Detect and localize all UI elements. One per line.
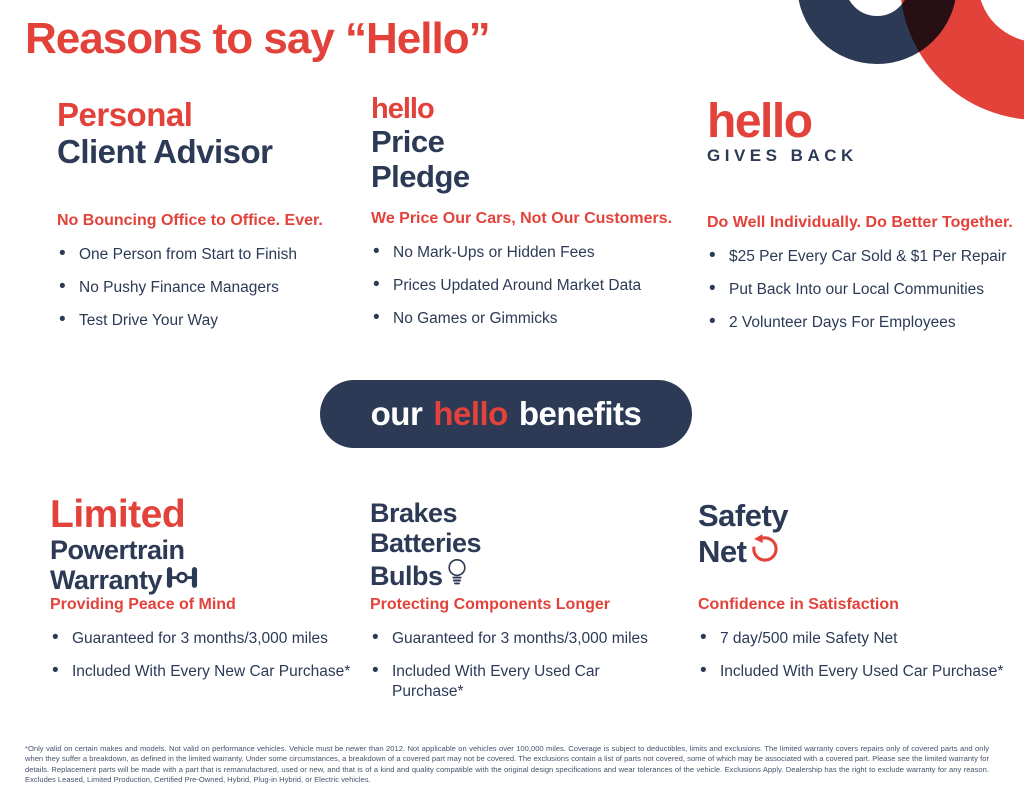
section-heading — [698, 498, 1016, 596]
heading-line: Net — [698, 533, 1016, 569]
section-price-pledge — [371, 94, 676, 342]
section-heading — [707, 95, 1019, 214]
bullet-list — [57, 245, 352, 331]
list-item: • One Person from Start to Finish — [57, 245, 352, 265]
list-item: • No Pushy Finance Managers — [57, 278, 352, 298]
section-hello-gives-back — [707, 95, 1019, 346]
section-limited-powertrain-warranty — [50, 494, 355, 695]
bullet-list — [370, 629, 675, 702]
hello-logo: hello — [707, 95, 812, 148]
page-title: Reasons to say “Hello” — [25, 14, 490, 63]
bullet-list — [698, 629, 1016, 682]
section-heading — [371, 94, 676, 210]
heading-line: Pledge — [371, 159, 470, 194]
navy-arc — [797, 0, 957, 64]
section-subheading: Providing Peace of Mind — [50, 596, 236, 613]
heading-line: Personal — [57, 96, 193, 133]
section-safety-net — [698, 498, 1016, 695]
bullet-list — [707, 247, 1019, 333]
section-subheading: We Price Our Cars, Not Our Customers. — [371, 210, 673, 227]
list-item: • 2 Volunteer Days For Employees — [707, 313, 1019, 333]
list-item: • Included With Every Used Car Purchase* — [698, 662, 1016, 682]
section-subheading: No Bouncing Office to Office. Ever. — [57, 212, 323, 229]
list-item: • Prices Updated Around Market Data — [371, 276, 676, 296]
heading-line: Safety — [698, 498, 789, 533]
heading-line: Client Advisor — [57, 133, 273, 170]
list-item: • Guaranteed for 3 months/3,000 miles — [50, 629, 355, 649]
list-item: • Test Drive Your Way — [57, 311, 352, 331]
banner-hello-logo: hello — [433, 395, 508, 432]
list-item: • No Mark-Ups or Hidden Fees — [371, 243, 676, 263]
heading-line: Powertrain — [50, 535, 185, 565]
list-item: • Included With Every New Car Purchase* — [50, 662, 355, 682]
heading-line: Bulbs — [370, 558, 675, 593]
hello-logo: hello — [371, 93, 434, 125]
gives-back-tagline: GIVES BACK — [707, 146, 858, 165]
heading-line: Limited — [50, 493, 186, 536]
heading-line: Brakes — [370, 498, 458, 528]
powertrain-icon — [166, 565, 198, 595]
bullet-list — [371, 243, 676, 329]
section-subheading: Protecting Components Longer — [370, 596, 610, 613]
section-heading — [50, 494, 355, 596]
section-personal-client-advisor — [57, 96, 352, 344]
list-item: • Guaranteed for 3 months/3,000 miles — [370, 629, 675, 649]
lightbulb-icon — [447, 558, 467, 593]
banner-text: our — [370, 395, 423, 432]
list-item: • $25 Per Every Car Sold & $1 Per Repair — [707, 247, 1019, 267]
banner-text: benefits — [518, 395, 642, 432]
benefits-banner — [320, 380, 692, 448]
list-item: • Put Back Into our Local Communities — [707, 280, 1019, 300]
circular-arrow-icon — [750, 533, 779, 569]
section-brakes-batteries-bulbs — [370, 498, 675, 715]
section-subheading: Do Well Individually. Do Better Together. — [707, 214, 1013, 231]
section-heading — [370, 498, 675, 596]
section-heading — [57, 96, 352, 212]
list-item: • 7 day/500 mile Safety Net — [698, 629, 1016, 649]
heading-line: Price — [371, 124, 445, 159]
heading-line: Warranty — [50, 565, 355, 595]
heading-line: Batteries — [370, 528, 482, 558]
list-item: • No Games or Gimmicks — [371, 309, 676, 329]
section-subheading: Confidence in Satisfaction — [698, 596, 899, 613]
list-item: • Included With Every Used Car Purchase* — [370, 662, 675, 702]
disclaimer-text: *Only valid on certain makes and models. Not valid on performance vehicles. Vehicle must be newer than 2012. Not applicable on vehicles over 100,000 miles. Coverage is subject to deductibles, limits and exclusions. The limited warranty covers repairs only of covered parts and only when they suffer a breakdown, as defined in the limited warranty. Under some circumstances, a breakdown of a covered part may not be covered. The exclusions contain a list of parts not covered, some of which may be associated with a covered part. Please see the limited warranty for details. Replacement parts will be made with a part that is remanufactured, used or new, and that is of a kind and quality compatible with the original design specifications and wear tolerances of the vehicle. Exclusions Apply. Dealership has the right to exclude warranty for any reason. Excludes Leased, Limited Production, Certified Pre-Owned, Hybrid, Plug-in Hybrid, or Electric vehicles. — [25, 744, 989, 784]
bullet-list — [50, 629, 355, 682]
